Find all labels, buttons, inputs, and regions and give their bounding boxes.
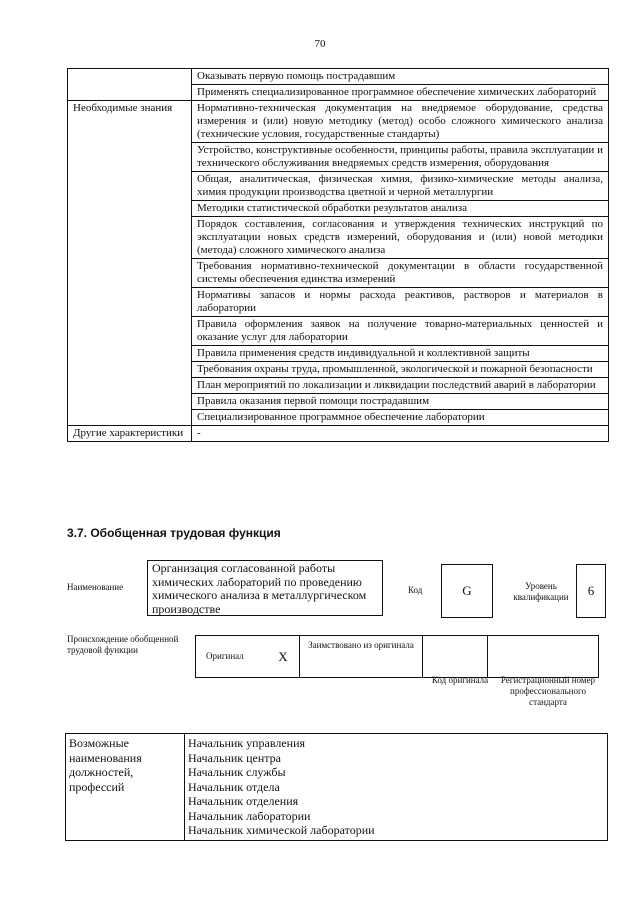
knowledge-item: Устройство, конструктивные особенности, принципы работы, правила эксплуатации и технического обслуживания внедряемых средств измерения, оборудования — [192, 143, 609, 172]
knowledge-item: Правила оформления заявок на получение товарно-материальных ценностей и оказание услуг для лаборатории — [192, 317, 609, 346]
knowledge-item: Нормативы запасов и нормы расхода реактивов, растворов и материалов в лаборатории — [192, 288, 609, 317]
position-item: Начальник лаборатории — [188, 808, 311, 823]
position-item: Начальник химической лаборатории — [188, 823, 375, 837]
code-original-cell — [423, 636, 488, 678]
positions-table — [65, 733, 608, 841]
other-label: Другие характеристики — [68, 426, 192, 442]
reg-number-label: Регистрационный номер профессионального стандарта — [500, 675, 596, 707]
knowledge-item: Общая, аналитическая, физическая химия, физико-химические методы анализа, химия продукции производства цветной и черной металлургии — [192, 172, 609, 201]
position-item: Начальник службы — [188, 765, 286, 779]
positions-list — [185, 734, 608, 841]
table-row — [196, 636, 599, 678]
knowledge-item: План мероприятий по локализации и ликвидации последствий аварий в лаборатории — [192, 378, 609, 394]
position-item: Начальник отделения — [188, 794, 299, 808]
code-original-label: Код оригинала — [431, 675, 489, 685]
knowledge-table — [67, 68, 609, 442]
knowledge-label: Необходимые знания — [68, 101, 192, 426]
other-value: - — [192, 426, 609, 442]
code-label: Код — [408, 585, 423, 595]
origin-label: Происхождение обобщенной трудовой функции — [67, 634, 179, 655]
original-mark: X — [267, 636, 300, 678]
skill-item: Применять специализированное программное обеспечение химических лабораторий — [192, 85, 609, 101]
section-heading: 3.7. Обобщенная трудовая функция — [67, 526, 281, 540]
origin-table — [195, 635, 599, 678]
knowledge-item: Правила оказания первой помощи пострадавшим — [192, 394, 609, 410]
table-row — [66, 734, 608, 841]
borrowed-label: Заимствовано из оригинала — [300, 636, 423, 678]
original-label: Оригинал — [196, 636, 268, 678]
knowledge-item: Требования нормативно-технической документации в области государственной системы обеспечения единства измерений — [192, 259, 609, 288]
position-item: Начальник управления — [188, 736, 306, 750]
table-row — [68, 426, 609, 442]
knowledge-item: Нормативно-техническая документация на внедряемое оборудование, средства измерения и (или) новую методику (метод) особо сложного химического анализа (технические условия, государственные стандарты) — [192, 101, 609, 143]
knowledge-item: Методики статистической обработки результатов анализа — [192, 201, 609, 217]
reg-number-cell — [488, 636, 599, 678]
table-row — [68, 69, 609, 85]
knowledge-item: Правила применения средств индивидуальной и коллективной защиты — [192, 346, 609, 362]
name-label: Наименование — [67, 582, 124, 592]
page-number: 70 — [314, 38, 326, 50]
level-label: Уровень квалификации — [513, 581, 569, 602]
level-value: 6 — [576, 564, 606, 618]
positions-label: Возможные наименования должностей, профессий — [66, 734, 185, 841]
knowledge-item: Специализированное программное обеспечение лаборатории — [192, 410, 609, 426]
knowledge-item: Порядок составления, согласования и утверждения технических инструкций по эксплуатации новых средств измерений, оборудования и (или) новой методики (метода) сложного химического анализа — [192, 217, 609, 259]
name-value: Организация согласованной работы химических лабораторий по проведению химического анализа в металлургическом производстве — [147, 560, 383, 616]
code-value: G — [441, 564, 493, 618]
table-row — [68, 101, 609, 143]
skill-item: Оказывать первую помощь пострадавшим — [192, 69, 609, 85]
knowledge-item: Требования охраны труда, промышленной, экологической и пожарной безопасности — [192, 362, 609, 378]
position-item: Начальник центра — [188, 750, 281, 765]
table-cell-empty — [68, 69, 192, 101]
position-item: Начальник отдела — [188, 779, 280, 794]
